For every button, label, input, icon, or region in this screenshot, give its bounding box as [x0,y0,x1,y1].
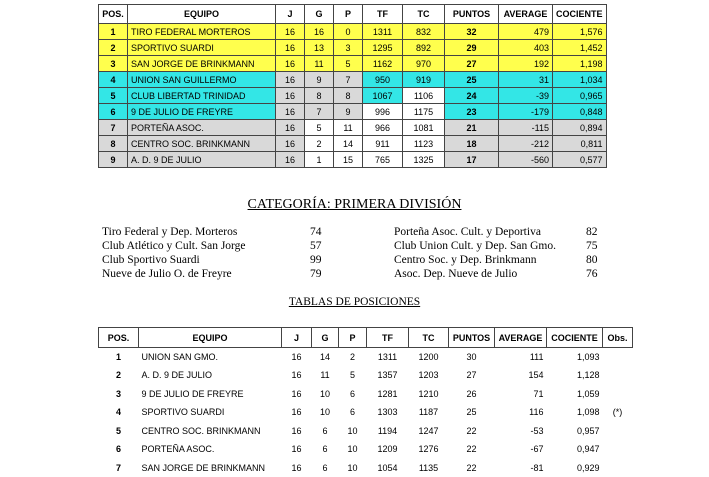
cociente-cell: 1,059 [547,385,603,404]
tc-cell: 1187 [409,403,449,422]
club-points: 82 [586,226,598,238]
j-cell: 16 [276,72,305,88]
header-p: P [334,5,363,24]
club-name: Tiro Federal y Dep. Morteros [102,226,237,238]
points-cell: 17 [445,152,499,168]
obs-cell [603,348,633,367]
g-cell: 10 [312,403,339,422]
tc-cell: 832 [403,24,445,40]
average-cell: -39 [499,88,553,104]
club-name: Nueve de Julio O. de Freyre [102,268,232,280]
g-cell: 11 [312,366,339,385]
tf-cell: 1054 [367,459,409,477]
table-header-row [99,328,633,348]
club-points: 76 [586,268,598,280]
average-cell: -81 [495,459,547,477]
header-obs: Obs. [603,328,633,348]
table-row [99,104,607,120]
cociente-cell: 0,965 [553,88,607,104]
tf-cell: 1194 [367,422,409,441]
tc-cell: 1325 [403,152,445,168]
cociente-cell: 1,452 [553,40,607,56]
header-tc: TC [403,5,445,24]
header-p: P [339,328,367,348]
team-cell: SPORTIVO SUARDI [128,40,276,56]
positions-table-title: TABLAS DE POSICIONES [0,296,709,308]
p-cell: 15 [334,152,363,168]
p-cell: 11 [334,120,363,136]
tf-cell: 1295 [363,40,403,56]
table-row [99,385,633,404]
average-cell: 403 [499,40,553,56]
category-list-left [102,226,342,286]
points-cell: 22 [449,459,495,477]
cociente-cell: 0,577 [553,152,607,168]
tf-cell: 966 [363,120,403,136]
cociente-cell: 1,576 [553,24,607,40]
header-j: J [282,328,312,348]
table-row [99,152,607,168]
average-cell: -67 [495,440,547,459]
team-cell: 9 DE JULIO DE FREYRE [128,104,276,120]
tf-cell: 1281 [367,385,409,404]
pos-cell: 2 [99,40,128,56]
points-cell: 25 [449,403,495,422]
average-cell: -560 [499,152,553,168]
points-cell: 32 [445,24,499,40]
standings-table-colored [98,4,607,168]
j-cell: 16 [276,24,305,40]
average-cell: -212 [499,136,553,152]
table-row [99,72,607,88]
pos-cell: 1 [99,348,139,367]
pos-cell: 5 [99,88,128,104]
j-cell: 16 [276,120,305,136]
table-header-row [99,5,607,24]
table-row [99,440,633,459]
g-cell: 11 [305,56,334,72]
team-cell: A. D. 9 DE JULIO [139,366,282,385]
j-cell: 16 [276,104,305,120]
g-cell: 9 [305,72,334,88]
tc-cell: 1081 [403,120,445,136]
table-row [99,348,633,367]
average-cell: 192 [499,56,553,72]
p-cell: 9 [334,104,363,120]
club-points: 80 [586,254,598,266]
average-cell: 154 [495,366,547,385]
header-average: AVERAGE [499,5,553,24]
tc-cell: 1210 [409,385,449,404]
cociente-cell: 0,811 [553,136,607,152]
header-points: PUNTOS [449,328,495,348]
p-cell: 8 [334,88,363,104]
j-cell: 16 [276,88,305,104]
pos-cell: 9 [99,152,128,168]
average-cell: -179 [499,104,553,120]
p-cell: 3 [334,40,363,56]
table-row [99,56,607,72]
table-row [99,24,607,40]
cociente-cell: 1,098 [547,403,603,422]
points-cell: 22 [449,422,495,441]
team-cell: CENTRO SOC. BRINKMANN [139,422,282,441]
header-j: J [276,5,305,24]
cociente-cell: 1,034 [553,72,607,88]
points-cell: 30 [449,348,495,367]
table-row [99,403,633,422]
tc-cell: 1123 [403,136,445,152]
pos-cell: 6 [99,440,139,459]
average-cell: 479 [499,24,553,40]
club-points: 57 [310,240,322,252]
p-cell: 10 [339,459,367,477]
header-team: EQUIPO [128,5,276,24]
category-list-right [394,226,604,286]
average-cell: 71 [495,385,547,404]
table-row [99,459,633,477]
tf-cell: 1209 [367,440,409,459]
g-cell: 6 [312,459,339,477]
points-cell: 22 [449,440,495,459]
club-name: Centro Soc. y Dep. Brinkmann [394,254,536,266]
pos-cell: 3 [99,385,139,404]
tf-cell: 1357 [367,366,409,385]
club-points: 75 [586,240,598,252]
tf-cell: 1162 [363,56,403,72]
club-name: Club Union Cult. y Dep. San Gmo. [394,240,556,252]
cociente-cell: 0,894 [553,120,607,136]
tc-cell: 919 [403,72,445,88]
cociente-cell: 0,947 [547,440,603,459]
team-cell: A. D. 9 DE JULIO [128,152,276,168]
cociente-cell: 1,198 [553,56,607,72]
team-cell: CLUB LIBERTAD TRINIDAD [128,88,276,104]
tc-cell: 1200 [409,348,449,367]
tf-cell: 1311 [367,348,409,367]
g-cell: 10 [312,385,339,404]
pos-cell: 1 [99,24,128,40]
header-team: EQUIPO [139,328,282,348]
team-cell: UNION SAN GMO. [139,348,282,367]
header-cociente: COCIENTE [553,5,607,24]
g-cell: 5 [305,120,334,136]
tc-cell: 1247 [409,422,449,441]
obs-cell [603,385,633,404]
table-row [99,120,607,136]
p-cell: 5 [334,56,363,72]
pos-cell: 2 [99,366,139,385]
tf-cell: 1303 [367,403,409,422]
team-cell: SAN JORGE DE BRINKMANN [139,459,282,477]
team-cell: 9 DE JULIO DE FREYRE [139,385,282,404]
j-cell: 16 [282,348,312,367]
team-cell: UNION SAN GUILLERMO [128,72,276,88]
j-cell: 16 [282,385,312,404]
g-cell: 7 [305,104,334,120]
header-pos: POS. [99,328,139,348]
header-g: G [312,328,339,348]
j-cell: 16 [276,40,305,56]
tf-cell: 1067 [363,88,403,104]
j-cell: 16 [276,152,305,168]
p-cell: 7 [334,72,363,88]
header-cociente: COCIENTE [547,328,603,348]
g-cell: 14 [312,348,339,367]
header-tf: TF [363,5,403,24]
p-cell: 14 [334,136,363,152]
average-cell: -115 [499,120,553,136]
cociente-cell: 0,929 [547,459,603,477]
p-cell: 10 [339,440,367,459]
g-cell: 13 [305,40,334,56]
points-cell: 29 [445,40,499,56]
pos-cell: 7 [99,459,139,477]
positions-table [98,327,633,477]
pos-cell: 6 [99,104,128,120]
obs-cell [603,459,633,477]
team-cell: SAN JORGE DE BRINKMANN [128,56,276,72]
pos-cell: 7 [99,120,128,136]
cociente-cell: 0,848 [553,104,607,120]
p-cell: 0 [334,24,363,40]
g-cell: 6 [312,422,339,441]
club-name: Club Sportivo Suardi [102,254,200,266]
category-title: CATEGORÍA: PRIMERA DIVISIÓN [0,197,709,213]
points-cell: 27 [449,366,495,385]
tc-cell: 1106 [403,88,445,104]
table-row [99,366,633,385]
average-cell: 111 [495,348,547,367]
j-cell: 16 [282,459,312,477]
cociente-cell: 0,957 [547,422,603,441]
obs-cell [603,440,633,459]
points-cell: 26 [449,385,495,404]
team-cell: SPORTIVO SUARDI [139,403,282,422]
tf-cell: 765 [363,152,403,168]
team-cell: PORTEÑA ASOC. [139,440,282,459]
header-points: PUNTOS [445,5,499,24]
club-name: Porteña Asoc. Cult. y Deportiva [394,226,541,238]
header-g: G [305,5,334,24]
points-cell: 21 [445,120,499,136]
tc-cell: 1203 [409,366,449,385]
pos-cell: 5 [99,422,139,441]
tc-cell: 1276 [409,440,449,459]
tc-cell: 1175 [403,104,445,120]
j-cell: 16 [282,440,312,459]
club-points: 99 [310,254,322,266]
header-tc: TC [409,328,449,348]
pos-cell: 8 [99,136,128,152]
team-cell: CENTRO SOC. BRINKMANN [128,136,276,152]
pos-cell: 3 [99,56,128,72]
average-cell: 31 [499,72,553,88]
team-cell: PORTEÑA ASOC. [128,120,276,136]
points-cell: 25 [445,72,499,88]
obs-cell [603,422,633,441]
points-cell: 24 [445,88,499,104]
tf-cell: 996 [363,104,403,120]
header-average: AVERAGE [495,328,547,348]
header-pos: POS. [99,5,128,24]
tc-cell: 1135 [409,459,449,477]
g-cell: 1 [305,152,334,168]
tc-cell: 970 [403,56,445,72]
g-cell: 6 [312,440,339,459]
club-points: 74 [310,226,322,238]
cociente-cell: 1,128 [547,366,603,385]
p-cell: 2 [339,348,367,367]
points-cell: 18 [445,136,499,152]
tf-cell: 950 [363,72,403,88]
j-cell: 16 [282,403,312,422]
points-cell: 23 [445,104,499,120]
pos-cell: 4 [99,72,128,88]
club-points: 79 [310,268,322,280]
j-cell: 16 [276,136,305,152]
points-cell: 27 [445,56,499,72]
average-cell: 116 [495,403,547,422]
club-name: Asoc. Dep. Nueve de Julio [394,268,517,280]
average-cell: -53 [495,422,547,441]
table-row [99,422,633,441]
g-cell: 8 [305,88,334,104]
pos-cell: 4 [99,403,139,422]
table-row [99,88,607,104]
tf-cell: 911 [363,136,403,152]
tf-cell: 1311 [363,24,403,40]
tc-cell: 892 [403,40,445,56]
j-cell: 16 [282,366,312,385]
obs-cell: (*) [603,403,633,422]
p-cell: 6 [339,385,367,404]
header-tf: TF [367,328,409,348]
team-cell: TIRO FEDERAL MORTEROS [128,24,276,40]
g-cell: 2 [305,136,334,152]
club-name: Club Atlético y Cult. San Jorge [102,240,246,252]
j-cell: 16 [276,56,305,72]
g-cell: 16 [305,24,334,40]
p-cell: 6 [339,403,367,422]
p-cell: 10 [339,422,367,441]
cociente-cell: 1,093 [547,348,603,367]
j-cell: 16 [282,422,312,441]
p-cell: 5 [339,366,367,385]
obs-cell [603,366,633,385]
table-row [99,40,607,56]
table-row [99,136,607,152]
